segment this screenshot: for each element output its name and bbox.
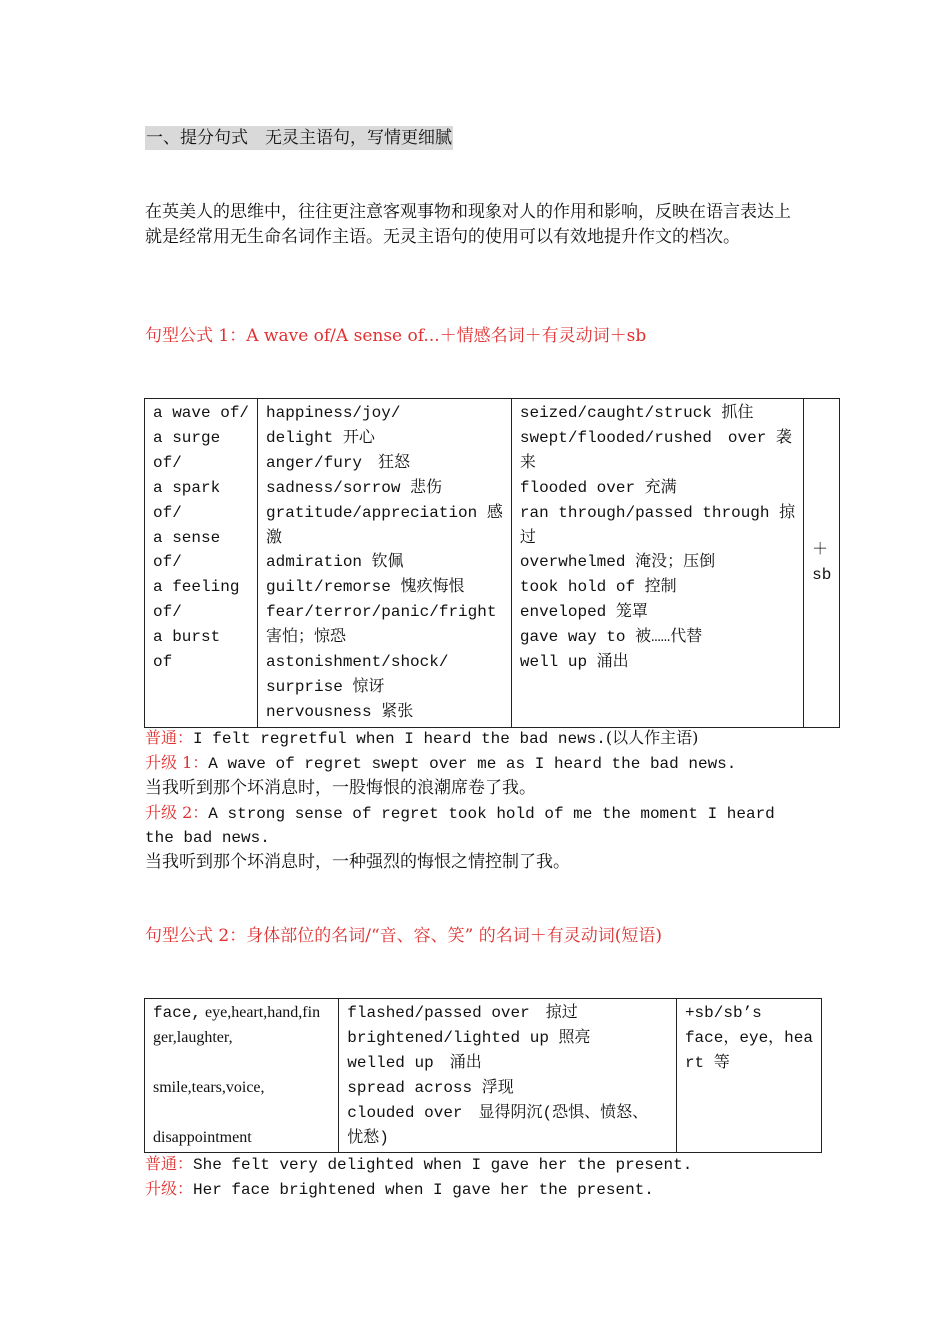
- table1-col3-line: seized/caught/struck 抓住: [519, 404, 754, 422]
- example1-normal-text: I felt regretful when I heard the bad news.: [193, 730, 606, 748]
- table2-col2-line: flashed/passed over 掠过: [347, 1004, 578, 1022]
- intro-paragraph: 在英美人的思维中，往往更注意客观事物和现象对人的作用和影响，反映在语言表达上就是经常用无生命名词作主语。无灵主语句的使用可以有效地提升作文的档次。: [145, 202, 791, 247]
- table1-col1-line: a feeling: [153, 578, 240, 597]
- section-heading: 一、提分句式 无灵主语句，写情更细腻: [146, 128, 452, 148]
- table2-col1-first-word: face,: [153, 1004, 202, 1022]
- table2-col3-line: face，eye，hea: [684, 1028, 813, 1047]
- example1-normal-note: (以人作主语): [605, 728, 699, 747]
- table2-col1-line: [153, 1101, 330, 1126]
- example1-upgrade2-label: 升级 2：: [145, 803, 209, 822]
- table1-col1-line: of/: [153, 553, 182, 572]
- table2-col-verbs: [339, 999, 677, 1153]
- table1-col1-line: of: [153, 653, 173, 672]
- table1-col2-line: happiness/joy/: [266, 404, 401, 422]
- table1-col1-line: a spark: [153, 478, 221, 497]
- example1-upgrade2: [145, 801, 775, 827]
- example1-normal: [145, 726, 698, 752]
- table1-col-verbs: [511, 399, 803, 728]
- example1-upgrade2-cont: the bad news.: [145, 829, 270, 847]
- table1-col1-line: a surge: [153, 428, 221, 447]
- table1-col3-line: took hold of 控制: [519, 578, 677, 597]
- table1-col2-line: admiration 钦佩: [266, 553, 404, 572]
- table2-col1-first-line: [153, 1001, 330, 1026]
- table1-col4-line: sb: [812, 565, 832, 584]
- formula-1-table: [144, 398, 840, 728]
- table1-col2-line: anger/fury 狂怒: [266, 453, 411, 472]
- table1-col-quantifier: [145, 399, 258, 728]
- example1-upgrade1-label: 升级 1：: [145, 753, 209, 772]
- example2-upgrade: [145, 1177, 654, 1203]
- table2-col2-line: clouded over 显得阴沉(恐惧、愤怒、: [347, 1103, 649, 1122]
- table2-col2-line: brightened/lighted up 照亮: [347, 1028, 591, 1047]
- table1-col2-line: delight 开心: [266, 428, 375, 447]
- example2-normal: [145, 1152, 692, 1178]
- formula-2-table: [144, 998, 822, 1153]
- table1-col1-line: a wave of/: [153, 404, 250, 422]
- example2-normal-text: She felt very delighted when I gave her the present.: [193, 1156, 693, 1174]
- table1-col2-line: 害怕；惊恐: [266, 628, 347, 647]
- table2-col2-line: 忧愁): [347, 1128, 389, 1147]
- example2-upgrade-text: Her face brightened when I gave her the present.: [193, 1181, 654, 1199]
- table2-col1-line: disappointment: [153, 1128, 252, 1146]
- example2-normal-label: 普通：: [145, 1154, 194, 1173]
- table1-col1-line: of/: [153, 603, 182, 622]
- table1-col2-line: surprise 惊讶: [266, 677, 385, 696]
- table2-col1-line: smile,tears,voice,: [153, 1078, 265, 1096]
- table2-col3-line: rt 等: [684, 1053, 730, 1072]
- table2-col1-first-rest: eye,heart,hand,fin: [205, 1004, 321, 1021]
- table1-col2-line: 激: [266, 528, 283, 547]
- table1-col2-line: nervousness 紧张: [266, 702, 414, 721]
- table1-col3-line: swept/flooded/rushed over 袭: [519, 428, 792, 447]
- example1-normal-label: 普通：: [145, 728, 194, 747]
- table1-col1-line: of/: [153, 453, 182, 472]
- example1-upgrade1-translation: 当我听到那个坏消息时，一股悔恨的浪潮席卷了我。: [145, 778, 536, 798]
- table1-col2-line: astonishment/shock/: [266, 653, 449, 672]
- table1-col1-line: a sense: [153, 528, 221, 547]
- table1-col4-line: ＋: [812, 540, 829, 559]
- table1-col3-line: enveloped 笼罩: [519, 603, 648, 622]
- table1-col1-line: of/: [153, 503, 182, 522]
- table1-col2-line: gratitude/appreciation 感: [266, 503, 503, 522]
- table1-col3-line: well up 涌出: [519, 653, 629, 672]
- example1-upgrade1: [145, 751, 736, 777]
- table1-col-emotion-nouns: [258, 399, 512, 728]
- table2-col2-line: welled up 涌出: [347, 1053, 482, 1072]
- table1-col3-line: ran through/passed through 掠: [519, 503, 796, 522]
- example2-upgrade-label: 升级：: [145, 1179, 194, 1198]
- table2-col1-line: [153, 1051, 330, 1076]
- table2-col-object: [676, 999, 821, 1153]
- formula-2-title: 句型公式 2：身体部位的名词/“音、容、笑” 的名词＋有灵动词(短语): [145, 926, 662, 946]
- table1-col3-line: gave way to 被……代替: [519, 628, 703, 647]
- table2-col3-line: +sb/sb’s: [684, 1004, 762, 1022]
- table1-col3-line: 来: [519, 453, 536, 472]
- table2-col2-line: spread across 浮现: [347, 1078, 514, 1097]
- table1-col2-line: sadness/sorrow 悲伤: [266, 478, 443, 497]
- table2-col1-line: ger,laughter,: [153, 1028, 233, 1046]
- table1-col-object: [804, 399, 840, 728]
- table1-col3-line: flooded over 充满: [519, 478, 677, 497]
- table1-col2-line: guilt/remorse 愧疚悔恨: [266, 578, 465, 597]
- formula-1-title: 句型公式 1：A wave of/A sense of...＋情感名词＋有灵动词＋sb: [145, 326, 647, 346]
- table1-col1-line: a burst: [153, 628, 221, 647]
- example1-upgrade2-translation: 当我听到那个坏消息时，一种强烈的悔恨之情控制了我。: [145, 852, 570, 872]
- table1-col2-line: fear/terror/panic/fright: [266, 603, 497, 622]
- table1-col3-line: overwhelmed 淹没；压倒: [519, 553, 716, 572]
- table2-col-body-parts: [145, 999, 339, 1153]
- table1-col3-line: 过: [519, 528, 536, 547]
- example1-upgrade2-text: A strong sense of regret took hold of me the moment I heard: [208, 805, 775, 823]
- example1-upgrade1-text: A wave of regret swept over me as I heard the bad news.: [208, 755, 737, 773]
